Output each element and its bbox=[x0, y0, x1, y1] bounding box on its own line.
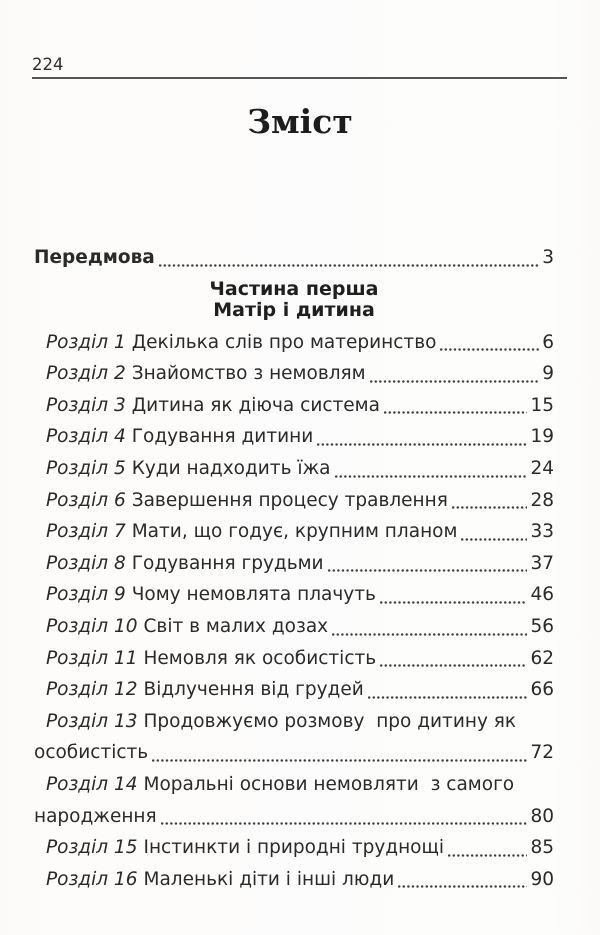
toc-entry-continuation bbox=[34, 737, 554, 769]
entry-title: Передмова bbox=[34, 247, 155, 268]
entry-title: Годування грудьми bbox=[131, 552, 324, 574]
page-header-rule bbox=[32, 55, 567, 79]
entry-title: Знайомство з немовлям bbox=[131, 363, 366, 385]
toc-entry-continuation bbox=[34, 801, 554, 833]
entry-page: 33 bbox=[530, 521, 554, 543]
entry-page: 72 bbox=[530, 742, 554, 764]
dot-leader bbox=[380, 601, 528, 604]
entry-prefix: Розділ 2 bbox=[46, 363, 126, 385]
dot-leader bbox=[159, 264, 539, 267]
toc-entry bbox=[34, 390, 554, 422]
part-heading-line1: Частина перша bbox=[209, 277, 379, 300]
entry-prefix: Розділ 7 bbox=[46, 521, 126, 543]
page-title: Зміст bbox=[247, 102, 353, 141]
dot-leader bbox=[398, 885, 527, 888]
dot-leader bbox=[448, 854, 527, 857]
entry-prefix: Розділ 15 bbox=[46, 837, 138, 859]
entry-title: Немовля як особистість bbox=[143, 647, 377, 669]
entry-title: Годування дитини bbox=[131, 426, 314, 448]
dot-leader bbox=[370, 380, 540, 383]
entry-prefix: Розділ 9 bbox=[46, 584, 126, 606]
dot-leader bbox=[452, 506, 528, 509]
entry-page: 3 bbox=[542, 247, 554, 268]
entry-page: 80 bbox=[530, 805, 554, 827]
toc-entry bbox=[34, 516, 554, 548]
entry-page: 19 bbox=[530, 426, 554, 448]
entry-title: Маленькі діти і інші люди bbox=[143, 868, 395, 890]
entry-prefix: Розділ 10 bbox=[46, 615, 138, 637]
toc-entry bbox=[34, 453, 554, 485]
toc-entry bbox=[34, 706, 554, 738]
dot-leader bbox=[152, 759, 527, 762]
entry-page: 56 bbox=[530, 615, 554, 637]
part-heading-line2: Матір і дитина bbox=[213, 299, 375, 322]
toc-entry bbox=[34, 548, 554, 580]
entry-prefix: Розділ 13 bbox=[46, 710, 138, 732]
entry-title: Завершення процесу травлення bbox=[131, 489, 448, 511]
toc-entry bbox=[34, 485, 554, 517]
entry-prefix: Розділ 4 bbox=[46, 426, 126, 448]
dot-leader bbox=[368, 696, 528, 699]
table-of-contents bbox=[34, 242, 554, 895]
toc-entry bbox=[34, 643, 554, 675]
toc-entry bbox=[34, 832, 554, 864]
dot-leader bbox=[332, 633, 527, 636]
entry-page: 62 bbox=[530, 647, 554, 669]
entry-page: 66 bbox=[530, 679, 554, 701]
entry-title: Чому немовлята плачуть bbox=[131, 584, 376, 606]
entry-prefix: Розділ 3 bbox=[46, 394, 126, 416]
part-heading bbox=[34, 279, 554, 322]
dot-leader bbox=[328, 569, 528, 572]
entry-prefix: Розділ 6 bbox=[46, 489, 126, 511]
dot-leader bbox=[161, 822, 528, 825]
entry-prefix: Розділ 8 bbox=[46, 552, 126, 574]
entry-title: Куди надходить їжа bbox=[131, 457, 331, 479]
toc-entry bbox=[34, 769, 554, 801]
entry-title: Продовжуємо розмову про дитину як bbox=[143, 710, 517, 732]
toc-entry bbox=[34, 579, 554, 611]
entry-title: Мати, що годує, крупним планом bbox=[131, 521, 458, 543]
toc-entry-preface bbox=[34, 242, 554, 274]
dot-leader bbox=[380, 664, 527, 667]
entry-prefix: Розділ 5 bbox=[46, 457, 126, 479]
entry-title: Дитина як діюча система bbox=[131, 394, 380, 416]
entry-page: 24 bbox=[530, 457, 554, 479]
entry-prefix: Розділ 1 bbox=[46, 331, 126, 353]
toc-entry bbox=[34, 674, 554, 706]
entry-prefix: Розділ 16 bbox=[46, 868, 138, 890]
entry-page: 9 bbox=[542, 363, 554, 385]
entry-prefix: Розділ 12 bbox=[46, 679, 138, 701]
entry-title-wrap: народження bbox=[34, 805, 157, 827]
entry-prefix: Розділ 14 bbox=[46, 773, 138, 795]
entry-page: 28 bbox=[530, 489, 554, 511]
entry-title: Інстинкти і природні труднощі bbox=[143, 837, 445, 859]
entry-page: 85 bbox=[530, 837, 554, 859]
entry-page: 46 bbox=[530, 584, 554, 606]
page-number: 224 bbox=[32, 55, 64, 74]
dot-leader bbox=[384, 411, 527, 414]
entry-title: Світ в малих дозах bbox=[143, 615, 329, 637]
entry-page: 90 bbox=[530, 868, 554, 890]
entry-page: 37 bbox=[530, 552, 554, 574]
entry-title: Моральні основи немовляти з самого bbox=[143, 773, 515, 795]
entry-prefix: Розділ 11 bbox=[46, 647, 138, 669]
toc-entry bbox=[34, 358, 554, 390]
entry-page: 6 bbox=[542, 331, 554, 353]
dot-leader bbox=[317, 443, 527, 446]
dot-leader bbox=[461, 538, 527, 541]
toc-entry bbox=[34, 421, 554, 453]
toc-entry bbox=[34, 611, 554, 643]
toc-entry bbox=[34, 327, 554, 359]
entry-title: Відлучення від грудей bbox=[143, 679, 364, 701]
entry-page: 15 bbox=[530, 394, 554, 416]
entry-title-wrap: особистість bbox=[34, 742, 149, 764]
dot-leader bbox=[335, 475, 528, 478]
dot-leader bbox=[440, 348, 539, 351]
entry-title: Декілька слів про материнство bbox=[131, 331, 437, 353]
toc-entry bbox=[34, 864, 554, 896]
